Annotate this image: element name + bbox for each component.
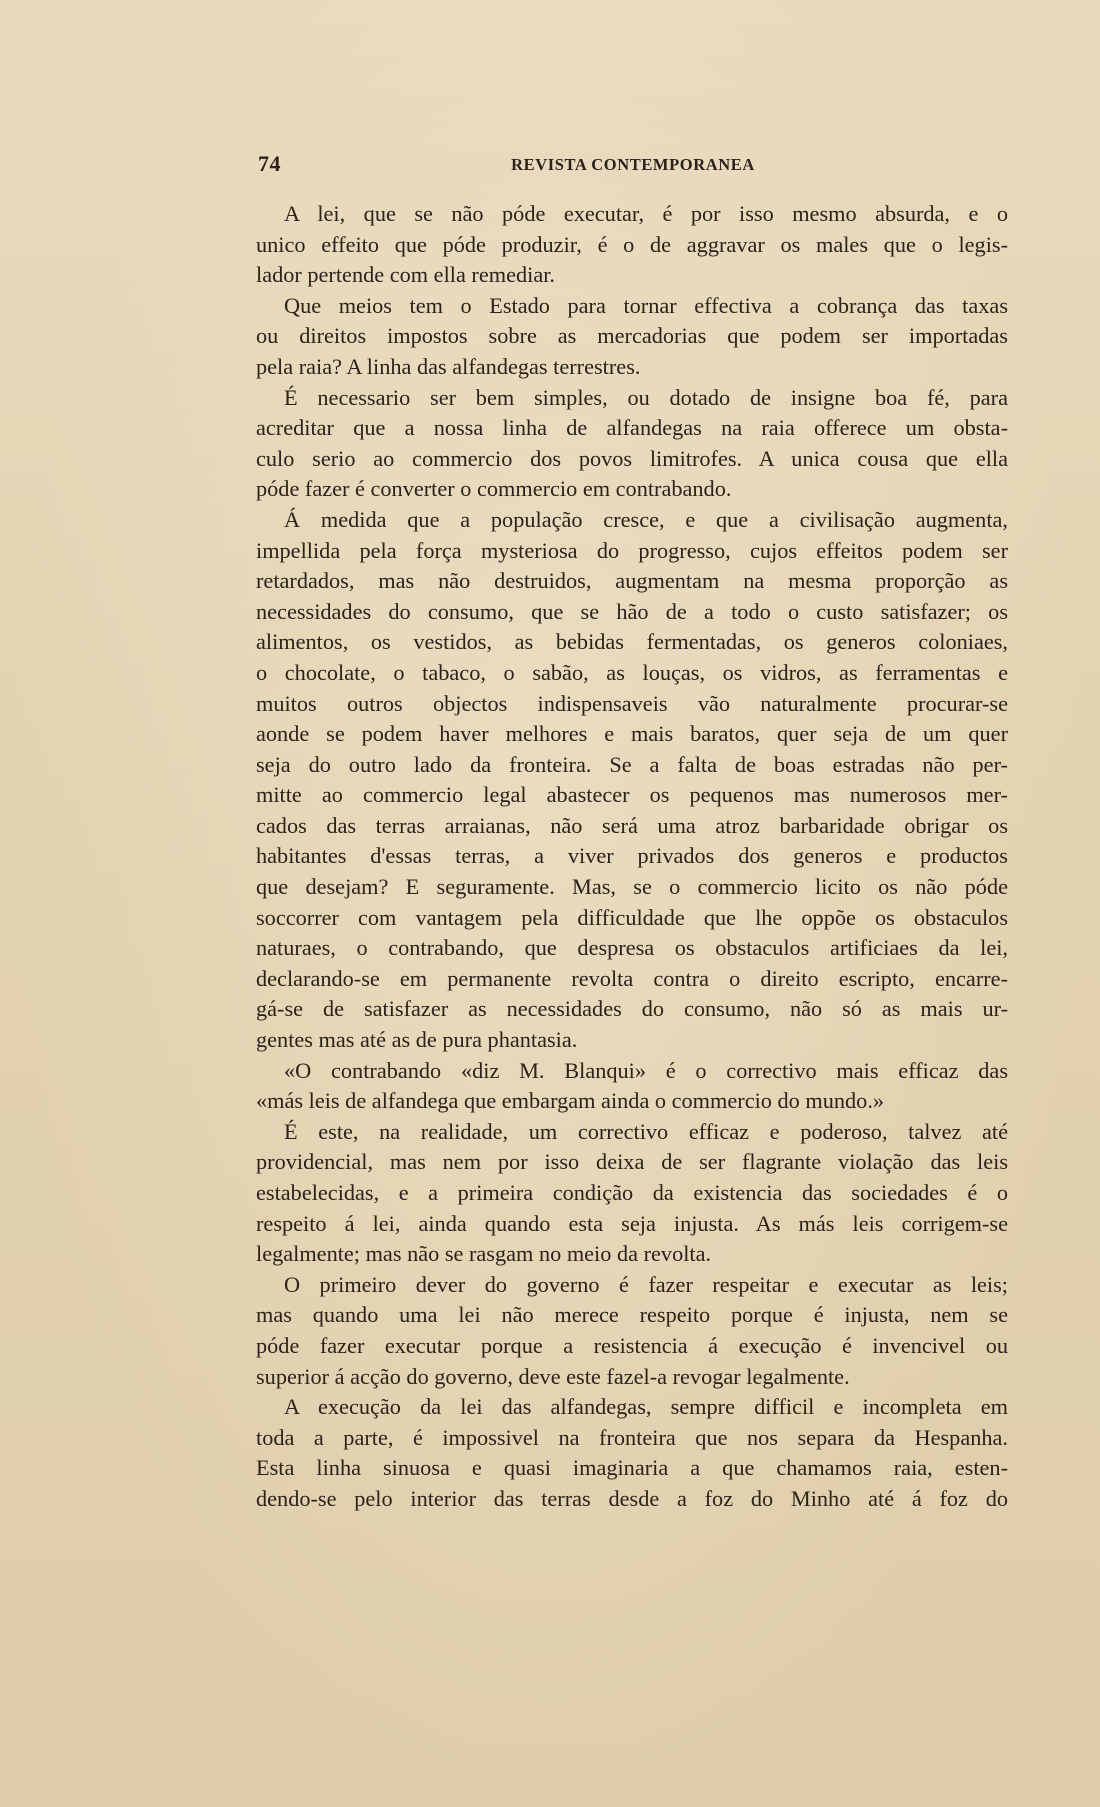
text-line: habitantes d'essas terras, a viver privados dos generos e productos [256,843,1008,869]
text-line: impellida pela força mysteriosa do progresso, cujos effeitos podem ser [256,537,1008,563]
text-line: estabelecidas, e a primeira condição da existencia das sociedades é o [256,1180,1008,1205]
text-line: «O contrabando «diz M. Blanqui» é o correctivo mais efficaz das [284,1057,1008,1083]
text-line: naturaes, o contrabando, que despresa os obstaculos artificiaes da lei, [256,935,1008,961]
text-line: Que meios tem o Estado para tornar effectiva a cobrança das taxas [284,292,1008,318]
page-number: 74 [258,151,281,176]
text-line: mas quando uma lei não merece respeito porque é injusta, nem se [256,1302,1008,1328]
text-line: toda a parte, é impossivel na fronteira que nos separa da Hespanha. [256,1424,1008,1450]
text-line: necessidades do consumo, que se hão de a todo o custo satisfazer; os [256,598,1008,624]
text-line: retardados, mas não destruidos, augmentam na mesma proporção as [256,568,1008,594]
text-line: ou direitos impostos sobre as mercadorias que podem ser importadas [256,323,1008,349]
text-line: gá-se de satisfazer as necessidades do consumo, não só as mais ur- [256,996,1008,1022]
text-line: providencial, mas nem por isso deixa de ser flagrante violação das leis [256,1149,1008,1175]
text-line: alimentos, os vestidos, as bebidas fermentadas, os generos coloniaes, [256,629,1008,655]
text-line: muitos outros objectos indispensaveis vão naturalmente procurar-se [256,690,1008,716]
text-line: unico effeito que póde produzir, é o de aggravar os males que o legis- [256,231,1008,257]
text-line: O primeiro dever do governo é fazer respeitar e executar as leis; [284,1271,1008,1297]
text-line: respeito á lei, ainda quando esta seja injusta. As más leis corrigem-se [256,1210,1008,1236]
text-line: «más leis de alfandega que embargam ainda o commercio do mundo.» [256,1088,885,1114]
text-line: É este, na realidade, um correctivo efficaz e poderoso, talvez até [284,1118,1008,1144]
page-header [258,151,1008,181]
text-line: culo serio ao commercio dos povos limitrofes. A unica cousa que ella [256,445,1008,471]
text-line: gentes mas até as de pura phantasia. [256,1027,578,1053]
text-line: dendo-se pelo interior das terras desde a foz do Minho até á foz do [256,1485,1008,1511]
text-line: póde fazer executar porque a resistencia á execução é invencivel ou [256,1332,1008,1358]
text-line: mitte ao commercio legal abastecer os pequenos mas numerosos mer- [256,782,1008,808]
text-line: que desejam? E seguramente. Mas, se o commercio licito os não póde [256,874,1008,900]
running-title: REVISTA CONTEMPORANEA [511,155,755,174]
text-line: lador pertende com ella remediar. [256,262,556,288]
text-line: A lei, que se não póde executar, é por isso mesmo absurda, e o [284,201,1008,226]
text-line: póde fazer é converter o commercio em contrabando. [256,476,732,502]
text-line: seja do outro lado da fronteira. Se a falta de boas estradas não per- [256,751,1008,777]
text-line: É necessario ser bem simples, ou dotado de insigne boa fé, para [284,384,1008,410]
text-line: A execução da lei das alfandegas, sempre difficil e incompleta em [284,1394,1008,1420]
text-line: legalmente; mas não se rasgam no meio da revolta. [256,1241,712,1267]
text-line: acreditar que a nossa linha de alfandegas na raia offerece um obsta- [256,415,1008,441]
text-line: cados das terras arraianas, não será uma atroz barbaridade obrigar os [256,812,1008,838]
body-text [256,199,1008,1515]
text-line: Á medida que a população cresce, e que a civilisação augmenta, [284,506,1008,532]
text-line: pela raia? A linha das alfandegas terrestres. [256,353,641,379]
text-line: superior á acção do governo, deve este fazel-a revogar legalmente. [256,1363,850,1389]
text-line: Esta linha sinuosa e quasi imaginaria a que chamamos raia, esten- [256,1455,1008,1481]
text-line: declarando-se em permanente revolta contra o direito escripto, encarre- [256,965,1008,991]
text-line: aonde se podem haver melhores e mais baratos, quer seja de um quer [256,721,1008,747]
text-line: o chocolate, o tabaco, o sabão, as louças, os vidros, as ferramentas e [256,659,1008,685]
text-line: soccorrer com vantagem pela difficuldade que lhe oppõe os obstaculos [256,904,1008,930]
